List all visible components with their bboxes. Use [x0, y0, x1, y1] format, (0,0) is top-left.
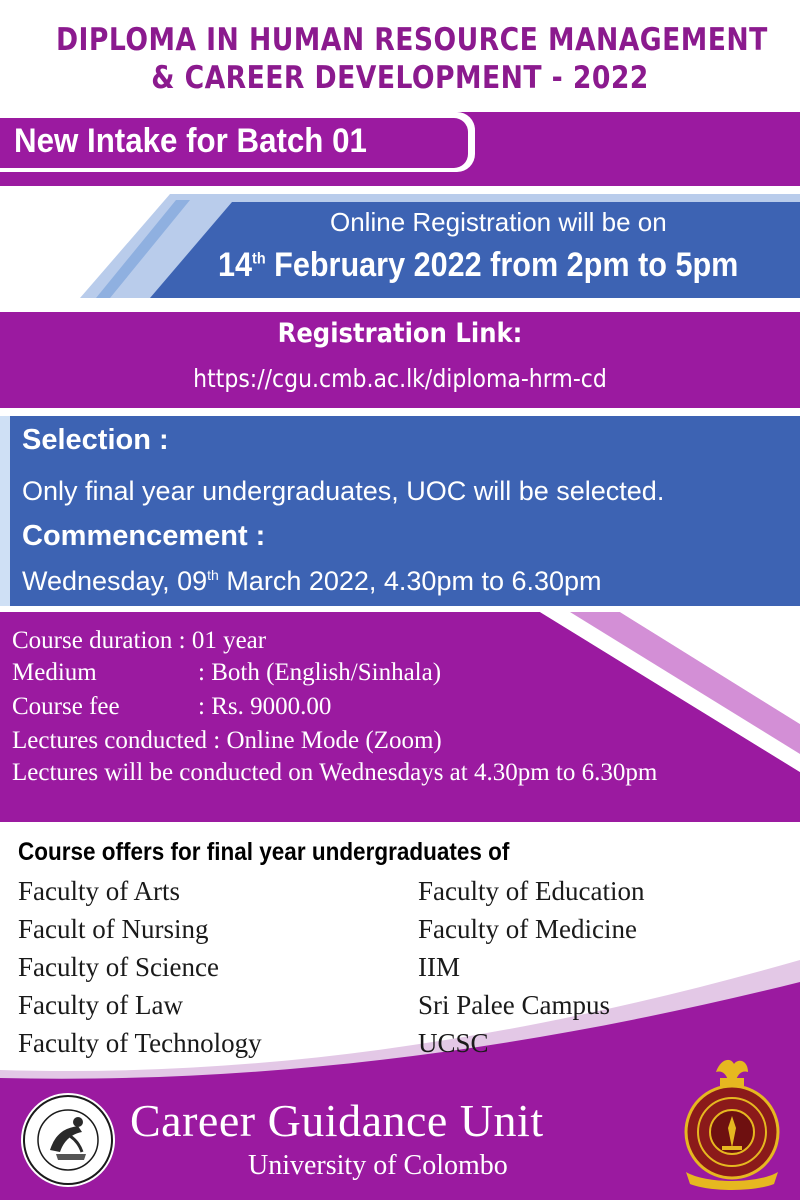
course-fee-label: Course fee: [12, 693, 120, 720]
course-schedule: Lectures will be conducted on Wednesdays at 4.30pm to 6.30pm: [12, 759, 658, 786]
registration-day: 14: [218, 246, 253, 284]
page-title-line-1: DIPLOMA IN HUMAN RESOURCE MANAGEMENT: [56, 22, 768, 58]
registration-info: Online Registration will be on: [330, 207, 667, 237]
footer-subtitle: University of Colombo: [248, 1150, 508, 1181]
registration-link-url[interactable]: https://cgu.cmb.ac.lk/diploma-hrm-cd: [193, 364, 607, 393]
page-title-line-2: & CAREER DEVELOPMENT - 2022: [151, 60, 649, 96]
footer-title: Career Guidance Unit: [130, 1095, 544, 1146]
faculty-item: Faculty of Science: [18, 952, 219, 982]
registration-link-title: Registration Link:: [277, 318, 523, 349]
course-fee: [12, 693, 331, 721]
course-duration-value: : 01 year: [178, 627, 267, 654]
selection-heading: Selection :: [22, 424, 169, 456]
course-lectures-label: Lectures conducted: [12, 727, 208, 754]
faculty-item: Sri Palee Campus: [418, 990, 610, 1020]
faculty-item: Faculty of Technology: [18, 1028, 262, 1058]
career-guidance-logo-icon: [20, 1092, 116, 1188]
course-medium-value: : Both (English/Sinhala): [198, 659, 442, 686]
commencement-suffix: th: [207, 567, 219, 583]
faculty-item: IIM: [418, 952, 460, 982]
selection-accent-bar: [0, 416, 10, 606]
faculty-item: Faculty of Education: [418, 876, 645, 906]
course-lectures-value: : Online Mode (Zoom): [207, 727, 442, 754]
university-crest-icon: [676, 1052, 788, 1192]
course-duration-label: Course duration: [12, 627, 173, 654]
course-medium-label: Medium: [12, 659, 97, 686]
commencement-rest: March 2022, 4.30pm to 6.30pm: [218, 566, 602, 596]
commencement-heading: Commencement :: [22, 520, 266, 552]
commencement-text: [22, 566, 602, 597]
faculties-heading: Course offers for final year undergraduates of: [18, 838, 510, 866]
registration-day-suffix: th: [252, 250, 266, 268]
commencement-prefix: Wednesday, 09: [22, 566, 208, 596]
faculty-item: Faculty of Medicine: [418, 914, 637, 944]
course-fee-value: : Rs. 9000.00: [198, 693, 332, 720]
course-duration: [12, 627, 266, 655]
course-lectures: [12, 727, 442, 755]
faculty-item: Facult of Nursing: [18, 914, 209, 944]
faculty-item: Faculty of Arts: [18, 876, 180, 906]
selection-text: Only final year undergraduates, UOC will be selected.: [22, 476, 665, 506]
course-medium: [12, 659, 441, 687]
faculty-item: UCSC: [418, 1028, 489, 1058]
registration-date: [218, 246, 738, 285]
faculty-item: Faculty of Law: [18, 990, 183, 1020]
registration-date-rest: February 2022 from 2pm to 5pm: [265, 246, 739, 284]
intake-title: New Intake for Batch 01: [14, 122, 367, 160]
